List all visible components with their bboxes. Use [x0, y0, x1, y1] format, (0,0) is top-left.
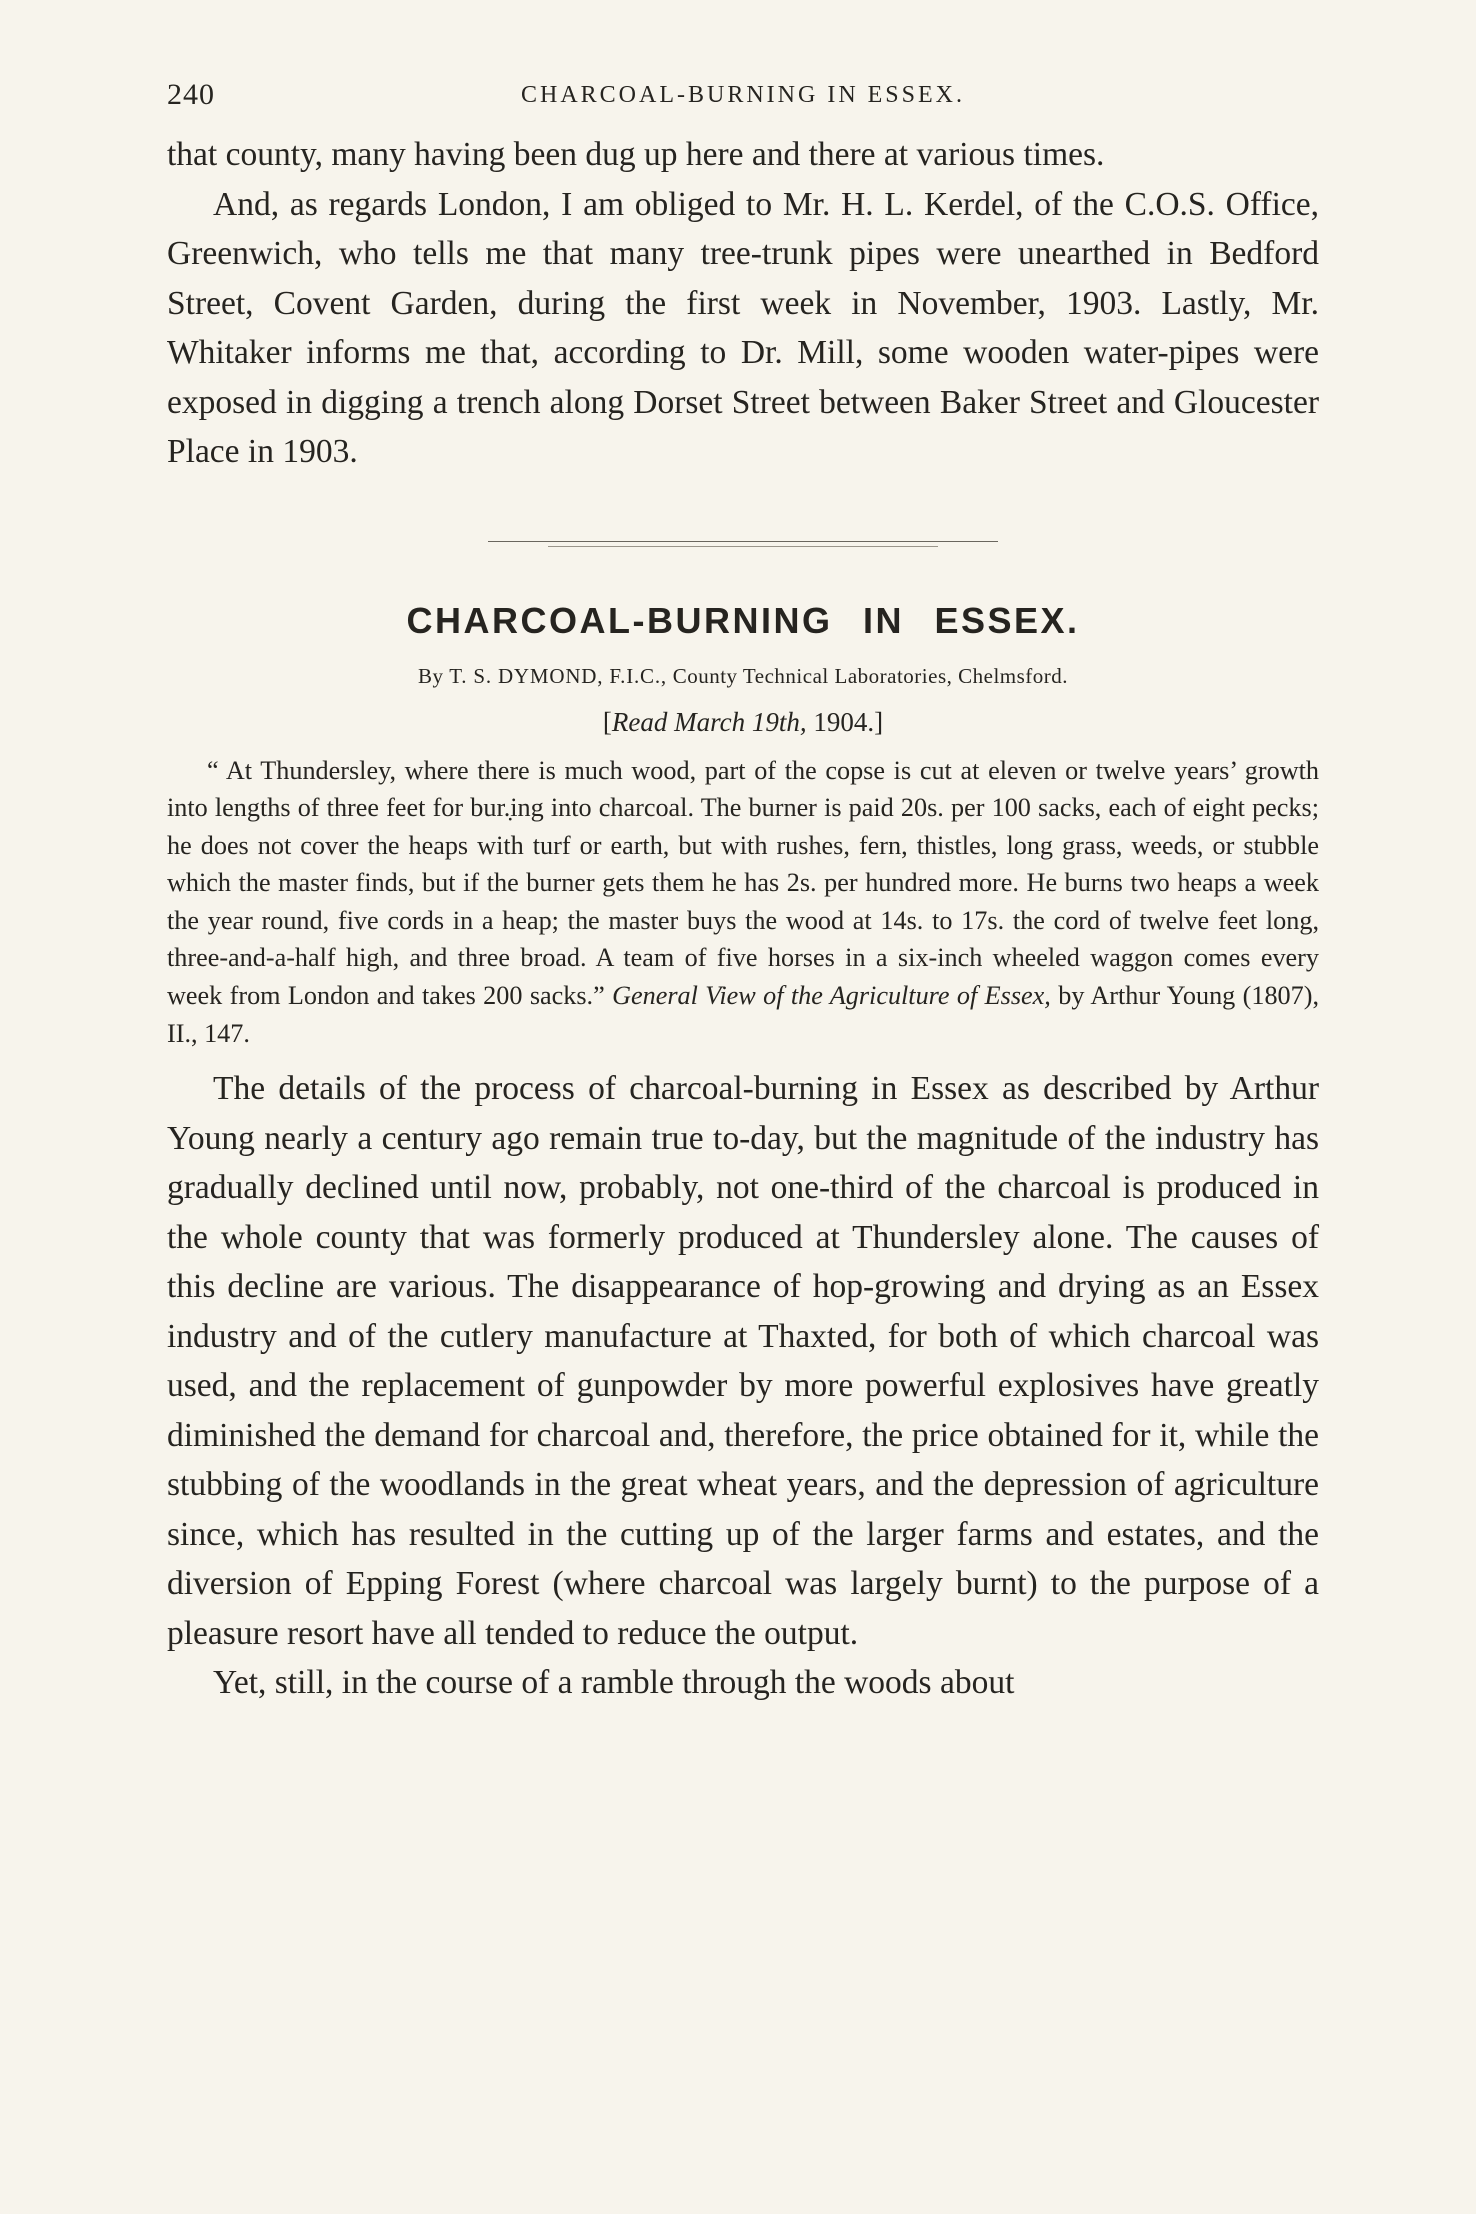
byline-prefix: By: [417, 663, 444, 688]
read-date-bracket: [: [602, 706, 612, 737]
continued-paragraph: that county, many having been dug up here and there at various times.: [167, 136, 1105, 173]
page-number: 240: [167, 78, 215, 111]
body-paragraph: Yet, still, in the course of a ramble through the woods about: [213, 1664, 1015, 1702]
block-quote: [167, 752, 1319, 1053]
body-paragraph: The details of the process of charcoal-burning in Essex as described by Arthur Young nearly a century ago remain true to-day, but the magnitude of the industry has gradually declined until now, probably, not one-third of the charcoal is produced in the whole county that was formerly produced at Thundersley alone. The causes of this decline are various. The disappearance of hop-growing and drying as an Essex industry and of the cutlery manufacture at Thaxted, for both of which charcoal was used, and the replacement of gunpowder by more powerful explosives have greatly diminished the demand for charcoal and, therefore, the price obtained for it, while the stubbing of the woodlands in the great wheat years, and the depression of agriculture since, which has resulted in the cutting up of the larger farms and estates, and the diversion of Epping Forest (where charcoal was largely burnt) to the purpose of a pleasure resort have all tended to reduce the output.: [167, 1070, 1319, 1652]
author-name: T. S. DYMOND, F.I.C.,: [449, 663, 667, 688]
byline: [167, 664, 1319, 689]
read-date-year: 1904.]: [813, 706, 884, 737]
read-date-month: Read March: [611, 706, 746, 737]
section-divider: [488, 541, 998, 542]
london-paragraph: And, as regards London, I am obliged to Mr. H. L. Kerdel, of the C.O.S. Office, Greenwich, who tells me that many tree-trunk pipes were unearthed in Bedford Street, Covent Garden, during the first week in November, 1903. Lastly, Mr. Whitaker informs me that, according to Dr. Mill, some wooden water-pipes were exposed in digging a trench along Dorset Street between Baker Street and Gloucester Place in 1903.: [167, 185, 1319, 470]
author-affiliation: County Technical Laboratories, Chelmsford.: [672, 663, 1069, 688]
quote-source-title: General View of the Agriculture of Essex,: [612, 981, 1051, 1011]
document-page: [167, 70, 1319, 1708]
article-title: CHARCOAL-BURNING IN ESSEX.: [406, 599, 1080, 641]
quote-source-citation: by Arthur Young (1807), II., 147.: [167, 981, 1319, 1048]
read-date: [167, 707, 1319, 738]
running-head: [167, 70, 1319, 130]
running-title: CHARCOAL-BURNING IN ESSEX.: [520, 82, 965, 108]
read-date-day: 19th,: [751, 706, 807, 737]
quote-text: “ At Thundersley, where there is much wood, part of the copse is cut at eleven or twelve years’ growth into lengths of three feet for bur.̣ing into charcoal. The burner is paid 20s. per 100 sacks, each of eight pecks; he does not cover the heaps with turf or earth, but with rushes, fern, thistles, long grass, weeds, or stubble which the master finds, but if the burner gets them he has 2s. per hundred more. He burns two heaps a week the year round, five cords in a heap; the master buys the wood at 14s. to 17s. the cord of twelve feet long, three-and-a-half high, and three broad. A team of five horses in a six-inch wheeled waggon comes every week from London and takes 200 sacks.”: [167, 755, 1319, 1011]
